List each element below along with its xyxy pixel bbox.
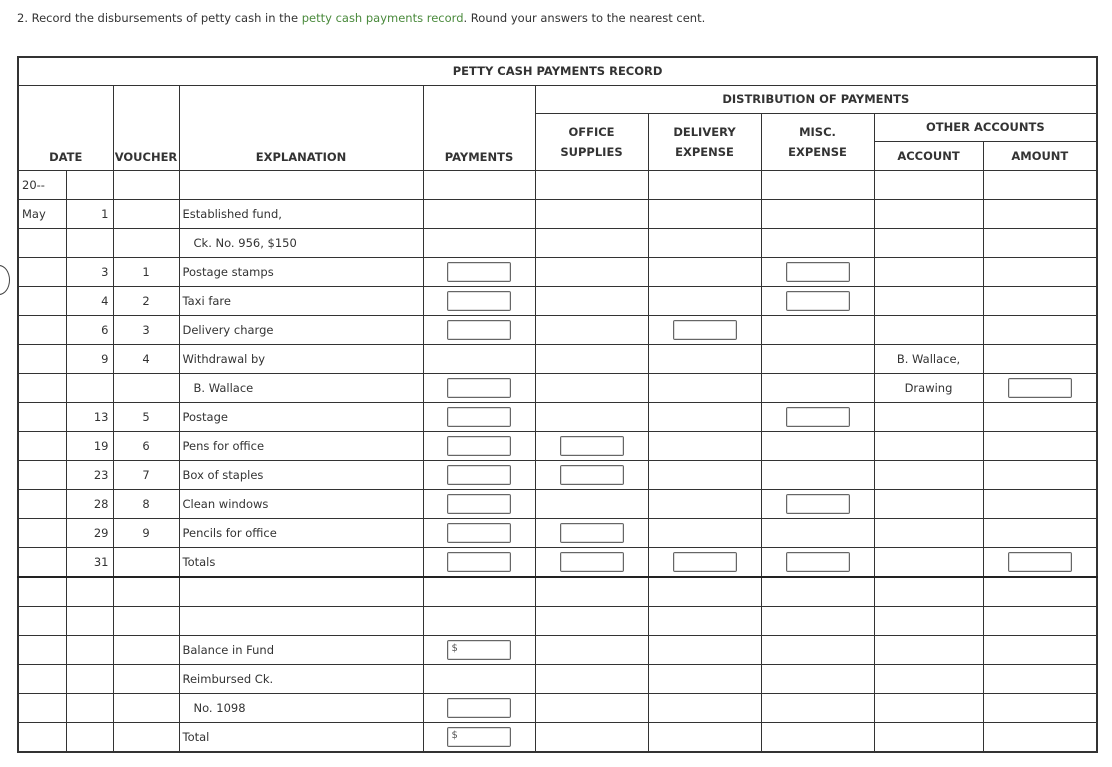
payments-cell bbox=[423, 199, 535, 228]
voucher-number: 6 bbox=[113, 431, 179, 460]
table-row bbox=[18, 577, 1097, 607]
date-header: DATE bbox=[18, 85, 113, 170]
office-supplies-cell bbox=[535, 315, 648, 344]
voucher-number: 5 bbox=[113, 402, 179, 431]
petty-cash-record-link[interactable]: petty cash payments record bbox=[301, 11, 464, 25]
date-day: 6 bbox=[66, 315, 113, 344]
account-name bbox=[874, 489, 983, 518]
explanation-text: Ck. No. 956, $150 bbox=[179, 228, 423, 257]
account-name bbox=[874, 315, 983, 344]
date-month bbox=[18, 606, 66, 635]
account-name bbox=[874, 257, 983, 286]
date-month bbox=[18, 518, 66, 547]
date-day bbox=[66, 373, 113, 402]
table-row bbox=[18, 431, 1097, 460]
misc-expense-cell bbox=[761, 402, 874, 431]
date-month bbox=[18, 257, 66, 286]
payments-cell bbox=[423, 257, 535, 286]
payments-input[interactable] bbox=[447, 523, 511, 543]
office-supplies-input[interactable] bbox=[560, 523, 624, 543]
delivery-expense-cell bbox=[648, 228, 761, 257]
misc-header-line1: MISC. bbox=[799, 124, 836, 139]
explanation-text: Established fund, bbox=[179, 199, 423, 228]
dollar-sign: $ bbox=[451, 642, 458, 654]
date-day: 3 bbox=[66, 257, 113, 286]
account-name bbox=[874, 518, 983, 547]
dollar-sign: $ bbox=[451, 729, 458, 741]
distribution-header: DISTRIBUTION OF PAYMENTS bbox=[535, 85, 1097, 113]
radio-indicator[interactable] bbox=[0, 265, 10, 295]
misc-expense-input[interactable] bbox=[786, 552, 850, 572]
delivery-expense-cell bbox=[648, 577, 761, 607]
explanation-text: Postage bbox=[179, 402, 423, 431]
delivery-expense-cell bbox=[648, 402, 761, 431]
payments-cell bbox=[423, 431, 535, 460]
office-header-line2: SUPPLIES bbox=[560, 144, 623, 159]
date-day: 29 bbox=[66, 518, 113, 547]
payments-input[interactable] bbox=[447, 552, 511, 572]
date-month: May bbox=[18, 199, 66, 228]
misc-expense-cell bbox=[761, 693, 874, 722]
date-month bbox=[18, 344, 66, 373]
payments-cell bbox=[423, 460, 535, 489]
delivery-expense-cell bbox=[648, 286, 761, 315]
table-row bbox=[18, 489, 1097, 518]
office-supplies-cell bbox=[535, 431, 648, 460]
office-supplies-cell bbox=[535, 257, 648, 286]
payments-cell bbox=[423, 344, 535, 373]
office-supplies-cell bbox=[535, 373, 648, 402]
voucher-number bbox=[113, 547, 179, 577]
table-row bbox=[18, 460, 1097, 489]
voucher-number bbox=[113, 373, 179, 402]
record-title: PETTY CASH PAYMENTS RECORD bbox=[18, 57, 1097, 85]
date-day: 1 bbox=[66, 199, 113, 228]
account-name bbox=[874, 693, 983, 722]
explanation-text: Total bbox=[179, 722, 423, 752]
date-day bbox=[66, 170, 113, 199]
date-month bbox=[18, 722, 66, 752]
payments-input[interactable] bbox=[447, 378, 511, 398]
voucher-number bbox=[113, 199, 179, 228]
other-amount-cell bbox=[983, 635, 1097, 664]
date-day bbox=[66, 606, 113, 635]
delivery-expense-cell bbox=[648, 431, 761, 460]
other-amount-cell bbox=[983, 547, 1097, 577]
misc-expense-cell bbox=[761, 228, 874, 257]
misc-expense-cell bbox=[761, 722, 874, 752]
account-header: ACCOUNT bbox=[874, 141, 983, 170]
delivery-expense-cell bbox=[648, 722, 761, 752]
table-row bbox=[18, 635, 1097, 664]
other-amount-input[interactable] bbox=[1008, 378, 1072, 398]
payments-cell bbox=[423, 547, 535, 577]
office-supplies-cell bbox=[535, 228, 648, 257]
payments-cell bbox=[423, 373, 535, 402]
delivery-expense-cell bbox=[648, 664, 761, 693]
payments-header: PAYMENTS bbox=[423, 85, 535, 170]
delivery-expense-cell bbox=[648, 635, 761, 664]
voucher-number: 7 bbox=[113, 460, 179, 489]
delivery-header-line1: DELIVERY bbox=[673, 124, 736, 139]
explanation-text: Box of staples bbox=[179, 460, 423, 489]
account-name: B. Wallace, bbox=[874, 344, 983, 373]
other-amount-input[interactable] bbox=[1008, 552, 1072, 572]
other-amount-cell bbox=[983, 170, 1097, 199]
date-month bbox=[18, 547, 66, 577]
delivery-expense-cell bbox=[648, 257, 761, 286]
misc-expense-cell bbox=[761, 373, 874, 402]
delivery-expense-header bbox=[648, 113, 761, 170]
date-day bbox=[66, 228, 113, 257]
office-supplies-input[interactable] bbox=[560, 552, 624, 572]
date-day: 4 bbox=[66, 286, 113, 315]
office-supplies-cell bbox=[535, 170, 648, 199]
date-month bbox=[18, 228, 66, 257]
account-name: Drawing bbox=[874, 373, 983, 402]
misc-expense-cell bbox=[761, 460, 874, 489]
other-amount-cell bbox=[983, 402, 1097, 431]
office-supplies-cell bbox=[535, 489, 648, 518]
payments-input[interactable] bbox=[447, 698, 511, 718]
misc-expense-cell bbox=[761, 664, 874, 693]
payments-cell bbox=[423, 228, 535, 257]
amount-header: AMOUNT bbox=[983, 141, 1097, 170]
delivery-expense-cell bbox=[648, 606, 761, 635]
office-supplies-cell bbox=[535, 460, 648, 489]
misc-expense-cell bbox=[761, 606, 874, 635]
payments-input[interactable] bbox=[447, 262, 511, 282]
office-supplies-cell bbox=[535, 693, 648, 722]
delivery-expense-input[interactable] bbox=[673, 320, 737, 340]
explanation-header: EXPLANATION bbox=[179, 85, 423, 170]
other-amount-cell bbox=[983, 315, 1097, 344]
table-row bbox=[18, 722, 1097, 752]
table-row bbox=[18, 373, 1097, 402]
delivery-expense-cell bbox=[648, 315, 761, 344]
account-name bbox=[874, 199, 983, 228]
table-row bbox=[18, 518, 1097, 547]
account-name bbox=[874, 722, 983, 752]
other-amount-cell bbox=[983, 431, 1097, 460]
date-month: 20-- bbox=[18, 170, 66, 199]
misc-expense-cell bbox=[761, 635, 874, 664]
office-header-line1: OFFICE bbox=[568, 124, 615, 139]
explanation-text bbox=[179, 170, 423, 199]
payments-input[interactable] bbox=[447, 291, 511, 311]
date-month bbox=[18, 373, 66, 402]
misc-expense-input[interactable] bbox=[786, 494, 850, 514]
office-supplies-cell bbox=[535, 722, 648, 752]
date-day: 23 bbox=[66, 460, 113, 489]
other-accounts-header: OTHER ACCOUNTS bbox=[874, 113, 1097, 141]
date-day bbox=[66, 635, 113, 664]
office-supplies-input[interactable] bbox=[560, 465, 624, 485]
payments-input[interactable] bbox=[447, 465, 511, 485]
misc-expense-cell bbox=[761, 199, 874, 228]
office-supplies-cell bbox=[535, 286, 648, 315]
table-row bbox=[18, 606, 1097, 635]
voucher-number bbox=[113, 228, 179, 257]
delivery-expense-cell bbox=[648, 547, 761, 577]
misc-expense-cell bbox=[761, 315, 874, 344]
other-amount-cell bbox=[983, 722, 1097, 752]
date-month bbox=[18, 286, 66, 315]
table-row bbox=[18, 286, 1097, 315]
delivery-expense-cell bbox=[648, 170, 761, 199]
instruction-suffix: . Round your answers to the nearest cent. bbox=[463, 11, 706, 25]
voucher-number: 2 bbox=[113, 286, 179, 315]
misc-expense-cell bbox=[761, 170, 874, 199]
payments-cell bbox=[423, 286, 535, 315]
other-amount-cell bbox=[983, 199, 1097, 228]
delivery-expense-cell bbox=[648, 693, 761, 722]
account-name bbox=[874, 286, 983, 315]
date-day: 19 bbox=[66, 431, 113, 460]
voucher-number bbox=[113, 170, 179, 199]
misc-expense-cell bbox=[761, 489, 874, 518]
account-name bbox=[874, 635, 983, 664]
explanation-text bbox=[179, 606, 423, 635]
date-month bbox=[18, 577, 66, 607]
delivery-expense-cell bbox=[648, 344, 761, 373]
instruction-text bbox=[17, 11, 705, 25]
account-name bbox=[874, 547, 983, 577]
voucher-number: 3 bbox=[113, 315, 179, 344]
explanation-text bbox=[179, 577, 423, 607]
other-amount-cell bbox=[983, 518, 1097, 547]
date-month bbox=[18, 315, 66, 344]
explanation-text: Reimbursed Ck. bbox=[179, 664, 423, 693]
payments-cell bbox=[423, 664, 535, 693]
voucher-number: 9 bbox=[113, 518, 179, 547]
payments-cell bbox=[423, 577, 535, 607]
payments-cell bbox=[423, 489, 535, 518]
delivery-expense-cell bbox=[648, 373, 761, 402]
other-amount-cell bbox=[983, 606, 1097, 635]
misc-expense-cell bbox=[761, 577, 874, 607]
date-month bbox=[18, 402, 66, 431]
table-row bbox=[18, 664, 1097, 693]
payments-cell bbox=[423, 402, 535, 431]
payments-input[interactable] bbox=[447, 407, 511, 427]
other-amount-cell bbox=[983, 373, 1097, 402]
voucher-number bbox=[113, 635, 179, 664]
delivery-header-line2: EXPENSE bbox=[675, 144, 734, 159]
delivery-expense-cell bbox=[648, 460, 761, 489]
date-day bbox=[66, 577, 113, 607]
other-amount-cell bbox=[983, 460, 1097, 489]
misc-expense-input[interactable] bbox=[786, 262, 850, 282]
explanation-text: Withdrawal by bbox=[179, 344, 423, 373]
office-supplies-cell bbox=[535, 664, 648, 693]
other-amount-cell bbox=[983, 693, 1097, 722]
delivery-expense-cell bbox=[648, 489, 761, 518]
explanation-text: Postage stamps bbox=[179, 257, 423, 286]
payments-cell bbox=[423, 170, 535, 199]
voucher-number bbox=[113, 722, 179, 752]
office-supplies-cell bbox=[535, 402, 648, 431]
payments-cell bbox=[423, 722, 535, 752]
payments-cell bbox=[423, 518, 535, 547]
table-row bbox=[18, 199, 1097, 228]
delivery-expense-cell bbox=[648, 518, 761, 547]
explanation-text: No. 1098 bbox=[179, 693, 423, 722]
voucher-number bbox=[113, 693, 179, 722]
table-row bbox=[18, 547, 1097, 577]
other-amount-cell bbox=[983, 257, 1097, 286]
office-supplies-cell bbox=[535, 547, 648, 577]
other-amount-cell bbox=[983, 577, 1097, 607]
date-day bbox=[66, 722, 113, 752]
payments-input[interactable] bbox=[447, 494, 511, 514]
explanation-text: Delivery charge bbox=[179, 315, 423, 344]
office-supplies-header bbox=[535, 113, 648, 170]
office-supplies-cell bbox=[535, 199, 648, 228]
account-name bbox=[874, 664, 983, 693]
misc-expense-header bbox=[761, 113, 874, 170]
explanation-text: Pencils for office bbox=[179, 518, 423, 547]
explanation-text: Balance in Fund bbox=[179, 635, 423, 664]
payments-cell bbox=[423, 315, 535, 344]
explanation-text: Taxi fare bbox=[179, 286, 423, 315]
table-row bbox=[18, 315, 1097, 344]
date-month bbox=[18, 460, 66, 489]
table-row bbox=[18, 402, 1097, 431]
office-supplies-input[interactable] bbox=[560, 436, 624, 456]
office-supplies-cell bbox=[535, 635, 648, 664]
office-supplies-cell bbox=[535, 344, 648, 373]
date-day: 9 bbox=[66, 344, 113, 373]
other-amount-cell bbox=[983, 344, 1097, 373]
misc-expense-input[interactable] bbox=[786, 407, 850, 427]
misc-expense-cell bbox=[761, 431, 874, 460]
voucher-number: 4 bbox=[113, 344, 179, 373]
other-amount-cell bbox=[983, 286, 1097, 315]
payments-input[interactable] bbox=[447, 320, 511, 340]
voucher-header: VOUCHER bbox=[113, 85, 179, 170]
account-name bbox=[874, 431, 983, 460]
voucher-number bbox=[113, 606, 179, 635]
delivery-expense-cell bbox=[648, 199, 761, 228]
date-month bbox=[18, 489, 66, 518]
misc-expense-cell bbox=[761, 344, 874, 373]
table-row bbox=[18, 228, 1097, 257]
payments-cell bbox=[423, 606, 535, 635]
account-name bbox=[874, 402, 983, 431]
account-name bbox=[874, 606, 983, 635]
misc-header-line2: EXPENSE bbox=[788, 144, 847, 159]
explanation-text: B. Wallace bbox=[179, 373, 423, 402]
explanation-text: Pens for office bbox=[179, 431, 423, 460]
date-month bbox=[18, 431, 66, 460]
account-name bbox=[874, 577, 983, 607]
account-name bbox=[874, 228, 983, 257]
payments-input[interactable] bbox=[447, 436, 511, 456]
date-month bbox=[18, 635, 66, 664]
other-amount-cell bbox=[983, 228, 1097, 257]
office-supplies-cell bbox=[535, 577, 648, 607]
explanation-text: Totals bbox=[179, 547, 423, 577]
date-day: 28 bbox=[66, 489, 113, 518]
date-day bbox=[66, 664, 113, 693]
date-day: 31 bbox=[66, 547, 113, 577]
misc-expense-cell bbox=[761, 286, 874, 315]
date-day: 13 bbox=[66, 402, 113, 431]
date-day bbox=[66, 693, 113, 722]
delivery-expense-input[interactable] bbox=[673, 552, 737, 572]
explanation-text: Clean windows bbox=[179, 489, 423, 518]
misc-expense-cell bbox=[761, 547, 874, 577]
instruction-prefix: 2. Record the disbursements of petty cash in the bbox=[17, 11, 302, 25]
voucher-number: 8 bbox=[113, 489, 179, 518]
table-row bbox=[18, 344, 1097, 373]
misc-expense-cell bbox=[761, 518, 874, 547]
account-name bbox=[874, 170, 983, 199]
table-row bbox=[18, 170, 1097, 199]
table-row bbox=[18, 693, 1097, 722]
voucher-number bbox=[113, 577, 179, 607]
account-name bbox=[874, 460, 983, 489]
date-month bbox=[18, 664, 66, 693]
other-amount-cell bbox=[983, 489, 1097, 518]
misc-expense-cell bbox=[761, 257, 874, 286]
date-month bbox=[18, 693, 66, 722]
voucher-number bbox=[113, 664, 179, 693]
office-supplies-cell bbox=[535, 518, 648, 547]
payments-cell bbox=[423, 693, 535, 722]
voucher-number: 1 bbox=[113, 257, 179, 286]
other-amount-cell bbox=[983, 664, 1097, 693]
table-row bbox=[18, 257, 1097, 286]
petty-cash-payments-record bbox=[17, 56, 1098, 753]
misc-expense-input[interactable] bbox=[786, 291, 850, 311]
office-supplies-cell bbox=[535, 606, 648, 635]
payments-cell bbox=[423, 635, 535, 664]
